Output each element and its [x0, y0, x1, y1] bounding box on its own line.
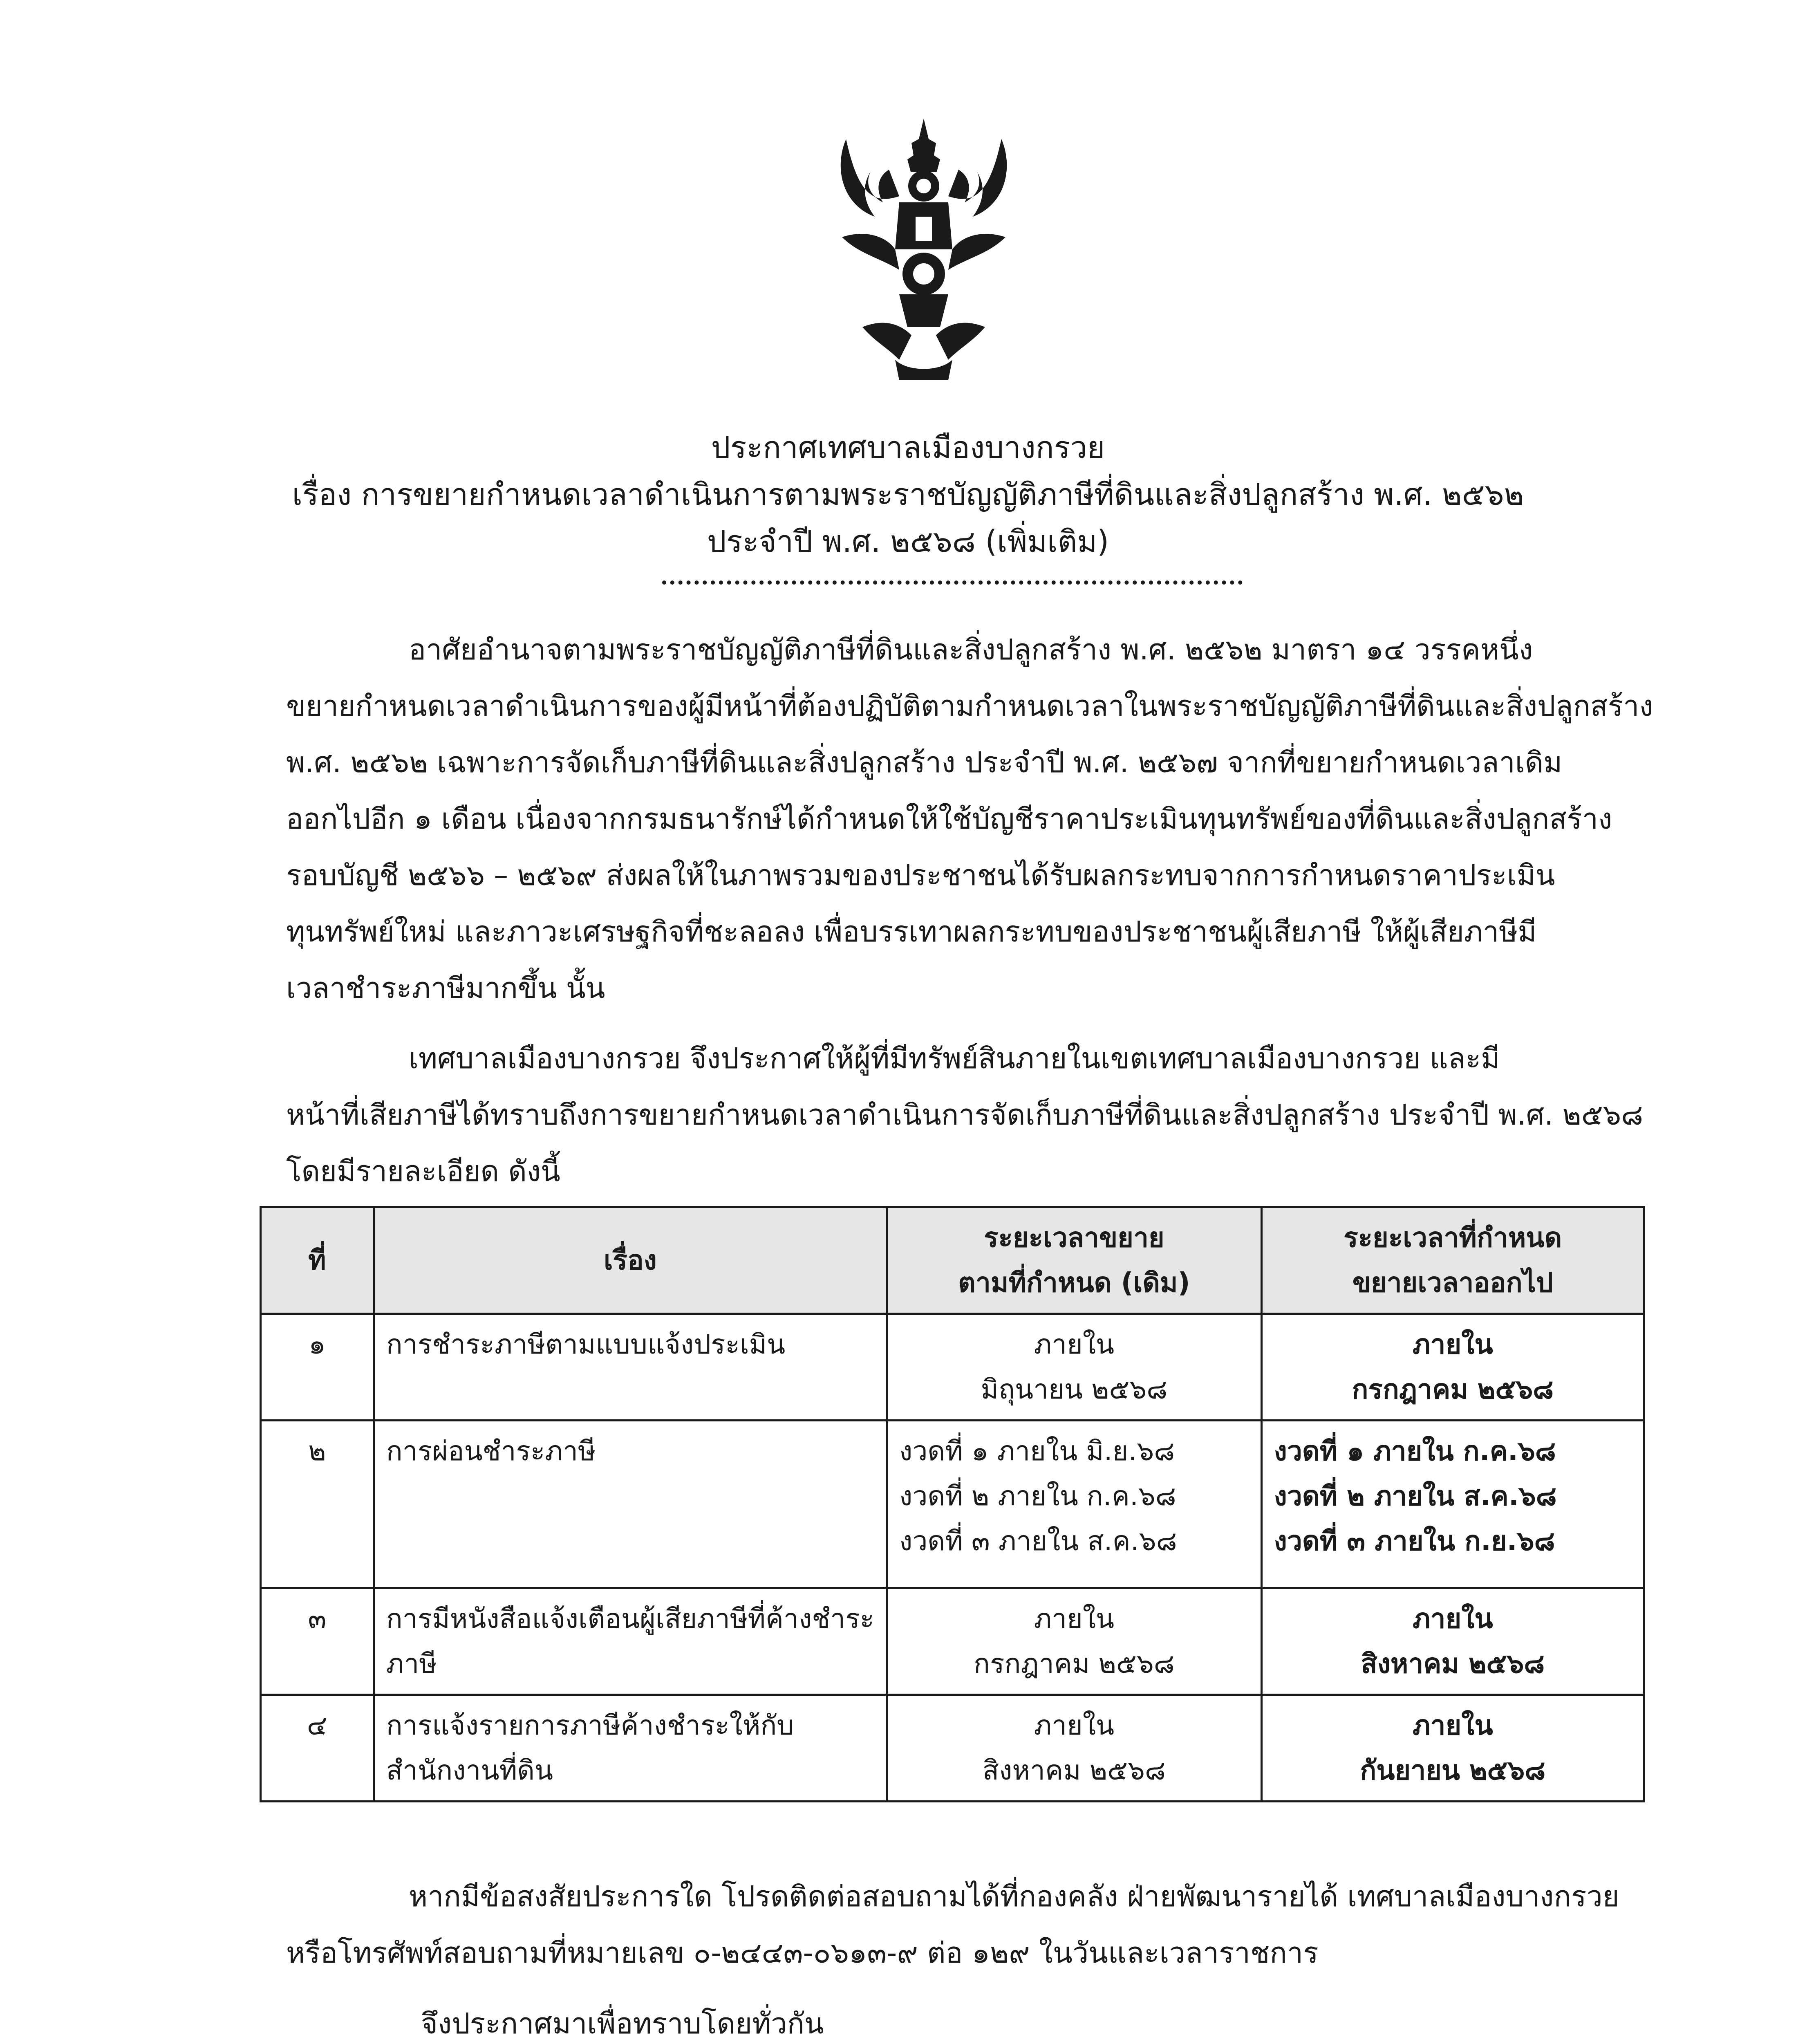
cell-line: การชำระภาษีตามแบบแจ้งประเมิน [386, 1329, 786, 1360]
paragraph-1-line: เวลาชำระภาษีมากขึ้น นั้น [286, 971, 605, 1005]
contact-line: หากมีข้อสงสัยประการใด โปรดติดต่อสอบถามได้ที่กองคลัง ฝ่ายพัฒนารายได้ เทศบาลเมืองบางกรวย [409, 1880, 1619, 1913]
paragraph-1 [286, 621, 1653, 1016]
cell-line: งวดที่ ๒ ภายใน ส.ค.๖๘ [1274, 1480, 1557, 1512]
row-subject [374, 1695, 887, 1802]
row-extended-period [1261, 1695, 1644, 1802]
year-title: ประจำปี พ.ศ. ๒๕๖๘ (เพิ่มเติม) [707, 524, 1109, 559]
garuda-emblem-icon [817, 114, 1030, 384]
row-original-period [887, 1695, 1262, 1802]
paragraph-1-line: รอบบัญชี ๒๕๖๖ – ๒๕๖๙ ส่งผลให้ในภาพรวมของประชาชนได้รับผลกระทบจากการกำหนดราคาประเมิน [286, 858, 1555, 892]
cell-line: สิงหาคม ๒๕๖๘ [1361, 1648, 1545, 1679]
paragraph-1-line: ออกไปอีก ๑ เดือน เนื่องจากกรมธนารักษ์ได้กำหนดให้ใช้บัญชีราคาประเมินทุนทรัพย์ของที่ดินและสิ่งปลูกสร้าง [286, 802, 1612, 836]
header-line: ขยายเวลาออกไป [1352, 1267, 1553, 1298]
row-original-period [887, 1588, 1262, 1695]
cell-line: ภายใน [1034, 1710, 1115, 1741]
table-row [261, 1314, 1644, 1421]
row-subject [374, 1314, 887, 1421]
cell-line: ภายใน [1034, 1329, 1115, 1360]
paragraph-2-line: หน้าที่เสียภาษีได้ทราบถึงการขยายกำหนดเวลาดำเนินการจัดเก็บภาษีที่ดินและสิ่งปลูกสร้าง ประจำปี พ.ศ. ๒๕๖๘ [286, 1098, 1644, 1132]
cell-line: ภาษี [386, 1648, 437, 1679]
header-extended-period [1261, 1207, 1644, 1314]
cell-line: ภายใน [1413, 1329, 1493, 1360]
row-extended-period [1261, 1314, 1644, 1421]
paragraph-1-line: ทุนทรัพย์ใหม่ และภาวะเศรษฐกิจที่ชะลอลง เพื่อบรรเทาผลกระทบของประชาชนผู้เสียภาษี ให้ผู้เสียภาษีมี [286, 915, 1537, 948]
title-divider [662, 580, 1243, 585]
header-subject: เรื่อง [374, 1207, 887, 1314]
cell-line: สิงหาคม ๒๕๖๘ [982, 1755, 1166, 1786]
paragraph-2-line: เทศบาลเมืองบางกรวย จึงประกาศให้ผู้ที่มีทรัพย์สินภายในเขตเทศบาลเมืองบางกรวย และมี [409, 1042, 1500, 1075]
header-original-period [887, 1207, 1262, 1314]
header-line: ตามที่กำหนด (เดิม) [958, 1267, 1190, 1298]
cell-line: งวดที่ ๓ ภายใน ส.ค.๖๘ [899, 1525, 1177, 1557]
extension-schedule-table [260, 1206, 1645, 1802]
table-row [261, 1588, 1644, 1695]
row-original-period [887, 1421, 1262, 1588]
row-number: ๑ [261, 1314, 374, 1421]
header-line: ระยะเวลาที่กำหนด [1344, 1222, 1562, 1253]
cell-line: การมีหนังสือแจ้งเตือนผู้เสียภาษีที่ค้างชำระ [386, 1603, 875, 1634]
table-header-row [261, 1207, 1644, 1314]
contact-paragraph [286, 1868, 1647, 1981]
paragraph-2 [286, 1030, 1647, 1199]
cell-line: ภายใน [1034, 1603, 1115, 1634]
cell-line: งวดที่ ๑ ภายใน มิ.ย.๖๘ [899, 1435, 1175, 1467]
row-number: ๒ [261, 1421, 374, 1588]
cell-line: งวดที่ ๒ ภายใน ก.ค.๖๘ [899, 1480, 1176, 1512]
table-row [261, 1421, 1644, 1588]
paragraph-2-line: โดยมีรายละเอียด ดังนี้ [286, 1154, 560, 1188]
cell-line: งวดที่ ๓ ภายใน ก.ย.๖๘ [1274, 1525, 1555, 1557]
cell-line: สำนักงานที่ดิน [386, 1755, 553, 1786]
cell-line: ภายใน [1413, 1710, 1493, 1741]
row-subject [374, 1421, 887, 1588]
row-original-period [887, 1314, 1262, 1421]
row-subject [374, 1588, 887, 1695]
contact-line: หรือโทรศัพท์สอบถามที่หมายเลข ๐-๒๔๔๓-๐๖๑๓-๙ ต่อ ๑๒๙ ในวันและเวลาราชการ [286, 1936, 1319, 1970]
cell-line: ภายใน [1413, 1603, 1493, 1634]
table-row [261, 1695, 1644, 1802]
cell-line: การผ่อนชำระภาษี [386, 1435, 596, 1467]
cell-line: มิถุนายน ๒๕๖๘ [981, 1374, 1168, 1405]
row-extended-period [1261, 1421, 1644, 1588]
cell-line: กรกฎาคม ๒๕๖๘ [1352, 1374, 1554, 1405]
row-number: ๔ [261, 1695, 374, 1802]
closing-statement: จึงประกาศมาเพื่อทราบโดยทั่วกัน [421, 2007, 824, 2040]
paragraph-1-line: ขยายกำหนดเวลาดำเนินการของผู้มีหน้าที่ต้องปฏิบัติตามกำหนดเวลาในพระราชบัญญัติภาษีที่ดินและสิ่งปลูกสร้าง [286, 689, 1653, 723]
subject-title: เรื่อง การขยายกำหนดเวลาดำเนินการตามพระราชบัญญัติภาษีที่ดินและสิ่งปลูกสร้าง พ.ศ. ๒๕๖๒ [292, 477, 1524, 512]
header-line: ระยะเวลาขยาย [984, 1222, 1164, 1253]
header-no: ที่ [261, 1207, 374, 1314]
issuer-title: ประกาศเทศบาลเมืองบางกรวย [711, 430, 1105, 465]
cell-line: กันยายน ๒๕๖๘ [1360, 1755, 1546, 1786]
cell-line: งวดที่ ๑ ภายใน ก.ค.๖๘ [1274, 1435, 1556, 1467]
row-number: ๓ [261, 1588, 374, 1695]
row-extended-period [1261, 1588, 1644, 1695]
paragraph-1-line: อาศัยอำนาจตามพระราชบัญญัติภาษีที่ดินและสิ่งปลูกสร้าง พ.ศ. ๒๕๖๒ มาตรา ๑๔ วรรคหนึ่ง [409, 633, 1533, 666]
cell-line: กรกฎาคม ๒๕๖๘ [974, 1648, 1175, 1679]
paragraph-1-line: พ.ศ. ๒๕๖๒ เฉพาะการจัดเก็บภาษีที่ดินและสิ่งปลูกสร้าง ประจำปี พ.ศ. ๒๕๖๗ จากที่ขยายกำหนดเวลาเดิม [286, 746, 1563, 779]
cell-line: การแจ้งรายการภาษีค้างชำระให้กับ [386, 1710, 794, 1741]
